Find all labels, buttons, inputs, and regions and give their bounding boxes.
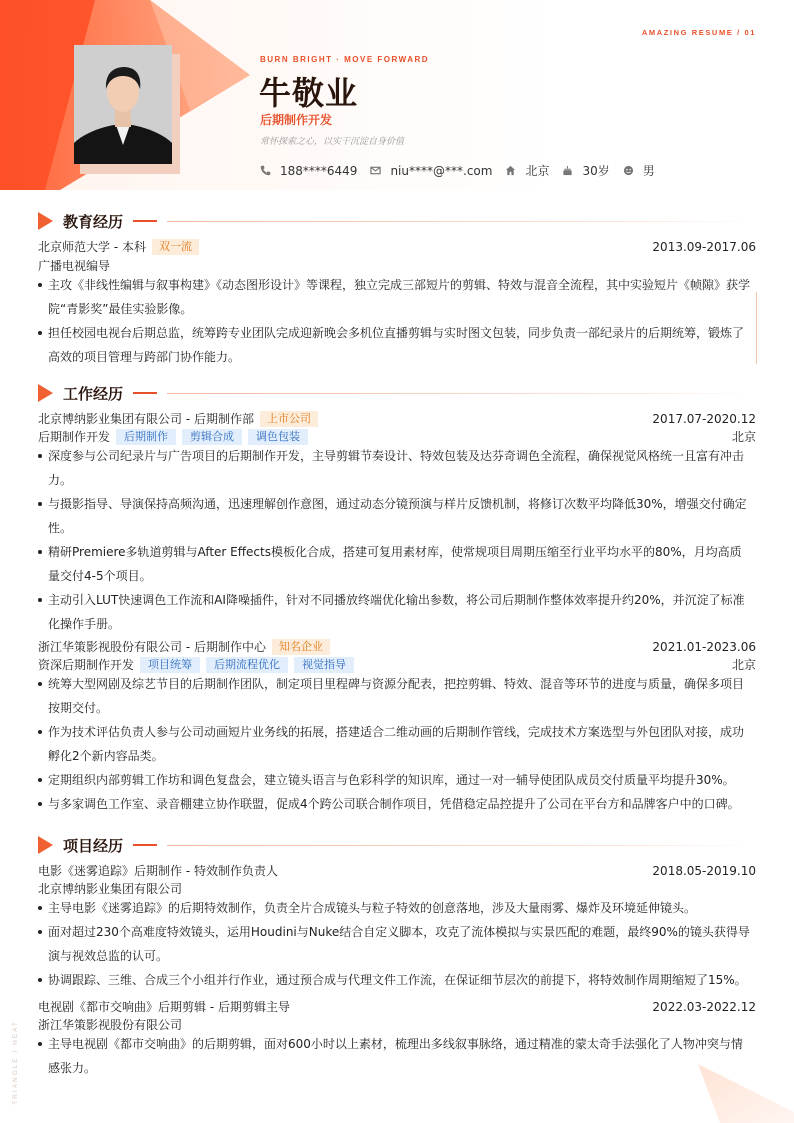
work-company-tag: 知名企业: [272, 639, 330, 655]
email-info: [370, 164, 492, 178]
section-triangle-icon: [38, 836, 53, 854]
resume-tagline: AMAZING RESUME / 01: [641, 28, 756, 37]
list-item: 主导电影《迷雾追踪》的后期特效制作，负责全片合成镜头与粒子特效的创意落地，涉及大量雨雾、爆炸及环境延伸镜头。: [38, 896, 750, 920]
section-triangle-icon: [38, 212, 53, 230]
education-school: 北京师范大学 - 本科: [38, 240, 146, 254]
list-item: 主攻《非线性编辑与叙事构建》《动态图形设计》等课程，独立完成三部短片的剪辑、特效与混音全流程，其中实验短片《帧隙》获学院“青影奖”最佳实验影像。: [38, 273, 750, 321]
work-1-header-row: [38, 410, 756, 427]
education-date: 2013.09-2017.06: [652, 239, 756, 254]
project-2-org-row: [38, 1016, 756, 1033]
section-title-line: [167, 393, 756, 394]
skill-tag: 视觉指导: [294, 657, 354, 673]
section-title-line: [167, 221, 756, 222]
list-item: 作为技术评估负责人参与公司动画短片业务线的拓展，搭建适合二维动画的后期制作管线，完成技术方案选型与外包团队对接，成功孵化2个新内容品类。: [38, 720, 750, 768]
list-item: 统筹大型网剧及综艺节目的后期制作团队，制定项目里程碑与资源分配表，把控剪辑、特效、混音等环节的进度与质量，确保多项目按期交付。: [38, 672, 750, 720]
mail-icon: [370, 165, 381, 176]
project-date: 2022.03-2022.12: [652, 999, 756, 1014]
skill-tag: 剪辑合成: [182, 429, 242, 445]
phone-icon: [260, 165, 271, 176]
section-title-text: 项目经历: [63, 836, 124, 855]
skill-tag: 后期制作: [116, 429, 176, 445]
list-item: 深度参与公司纪录片与广告项目的后期制作开发，主导剪辑节奏设计、特效包装及达芬奇调色全流程，确保视觉风格统一且富有冲击力。: [38, 444, 750, 492]
work-date: 2021.01-2023.06: [652, 639, 756, 654]
project-name: 电视剧《都市交响曲》后期剪辑 - 后期剪辑主导: [38, 1000, 290, 1014]
skill-tag: 调色包装: [248, 429, 308, 445]
contact-info-row: [260, 162, 668, 179]
section-title-projects: [38, 835, 756, 855]
list-item: 担任校园电视台后期总监，统筹跨专业团队完成迎新晚会多机位直播剪辑与实时图文包装，同步负责一部纪录片的后期统筹，锻炼了高效的项目管理与跨部门协作能力。: [38, 321, 750, 369]
user-icon: [623, 165, 634, 176]
header-motto: BURN BRIGHT · MOVE FORWARD: [260, 55, 430, 64]
side-vertical-text: TRIANGLE / HEAT: [12, 1020, 19, 1105]
education-bullets: [38, 273, 750, 369]
project-org: 浙江华策影视股份有限公司: [38, 1018, 183, 1032]
section-title-dash: [133, 844, 157, 846]
cake-icon: [562, 165, 573, 176]
work-role: 资深后期制作开发: [38, 658, 135, 672]
work-2-bullets: [38, 672, 750, 816]
gender-info: [623, 162, 655, 179]
project-1-header-row: [38, 862, 756, 879]
project-1-bullets: [38, 896, 750, 992]
section-title-line: [167, 845, 756, 846]
personal-slogan: 常怀探索之心，以实干沉淀自身价值: [260, 137, 405, 147]
list-item: 主导电视剧《都市交响曲》的后期剪辑，面对600小时以上素材，梳理出多线叙事脉络，通过精准的蒙太奇手法强化了人物冲突与情感张力。: [38, 1032, 750, 1080]
list-item: 协调跟踪、三维、合成三个小组并行作业，通过预合成与代理文件工作流，在保证细节层次的前提下，将特效制作周期缩短了15%。: [38, 968, 750, 992]
project-org: 北京博纳影业集团有限公司: [38, 882, 183, 896]
list-item: 主动引入LUT快速调色工作流和AI降噪插件，针对不同播放终端优化输出参数，将公司后期制作整体效率提升约20%，并沉淀了标准化操作手册。: [38, 588, 750, 636]
education-header-row: [38, 238, 756, 255]
list-item: 精研Premiere多轨道剪辑与After Effects模板化合成，搭建可复用素材库，使常规项目周期压缩至行业平均水平的80%，月均高质量交付4-5个项目。: [38, 540, 750, 588]
phone-info: [260, 164, 357, 178]
work-1-bullets: [38, 444, 750, 636]
work-2-role-row: [38, 656, 756, 673]
education-major: 广播电视编导: [38, 259, 111, 273]
work-city: 北京: [731, 658, 756, 672]
section-title-text: 工作经历: [63, 384, 124, 403]
portrait-photo: [74, 45, 172, 164]
job-title: 后期制作开发: [260, 113, 333, 127]
candidate-name: 牛敬业: [259, 74, 359, 112]
city-value: 北京: [525, 164, 550, 178]
work-1-role-row: [38, 428, 756, 445]
project-2-bullets: [38, 1032, 750, 1080]
email-value: niu****@***.com: [390, 163, 493, 178]
list-item: 定期组织内部剪辑工作坊和调色复盘会，建立镜头语言与色彩科学的知识库，通过一对一辅导使团队成员交付质量平均提升30%。: [38, 768, 750, 792]
section-triangle-icon: [38, 384, 53, 402]
work-city: 北京: [731, 430, 756, 444]
list-item: 与摄影指导、导演保持高频沟通，迅速理解创作意图，通过动态分镜预演与样片反馈机制，将修订次数平均降低30%，增强交付确定性。: [38, 492, 750, 540]
decorative-vertical-line: [756, 292, 757, 364]
project-date: 2018.05-2019.10: [652, 863, 756, 878]
home-icon: [505, 165, 516, 176]
list-item: 面对超过230个高难度特效镜头，运用Houdini与Nuke结合自定义脚本，攻克了流体模拟与实景匹配的难题，最终90%的镜头获得导演与视效总监的认可。: [38, 920, 750, 968]
section-title-dash: [133, 392, 157, 394]
project-name: 电影《迷雾追踪》后期制作 - 特效制作负责人: [38, 864, 278, 878]
section-title-work: [38, 383, 756, 403]
section-title-text: 教育经历: [63, 212, 124, 231]
project-2-header-row: [38, 998, 756, 1015]
skill-tag: 项目统筹: [140, 657, 200, 673]
work-company-tag: 上市公司: [260, 411, 318, 427]
footer-triangle-decoration: [690, 1060, 794, 1123]
education-school-tag: 双一流: [152, 239, 199, 255]
skill-tag: 后期流程优化: [206, 657, 288, 673]
section-title-dash: [133, 220, 157, 222]
work-2-header-row: [38, 638, 756, 655]
phone-value: 188****6449: [280, 163, 358, 178]
work-company: 浙江华策影视股份有限公司 - 后期制作中心: [38, 640, 266, 654]
work-role: 后期制作开发: [38, 430, 111, 444]
gender-value: 男: [642, 164, 655, 178]
work-company: 北京博纳影业集团有限公司 - 后期制作部: [38, 412, 254, 426]
section-title-education: [38, 211, 756, 231]
education-major-row: [38, 257, 756, 274]
list-item: 与多家调色工作室、录音棚建立协作联盟，促成4个跨公司联合制作项目，凭借稳定品控提升了公司在平台方和品牌客户中的口碑。: [38, 792, 750, 816]
age-value: 30岁: [582, 164, 610, 178]
city-info: [505, 162, 549, 179]
age-info: [562, 162, 609, 179]
project-1-org-row: [38, 880, 756, 897]
work-date: 2017.07-2020.12: [652, 411, 756, 426]
